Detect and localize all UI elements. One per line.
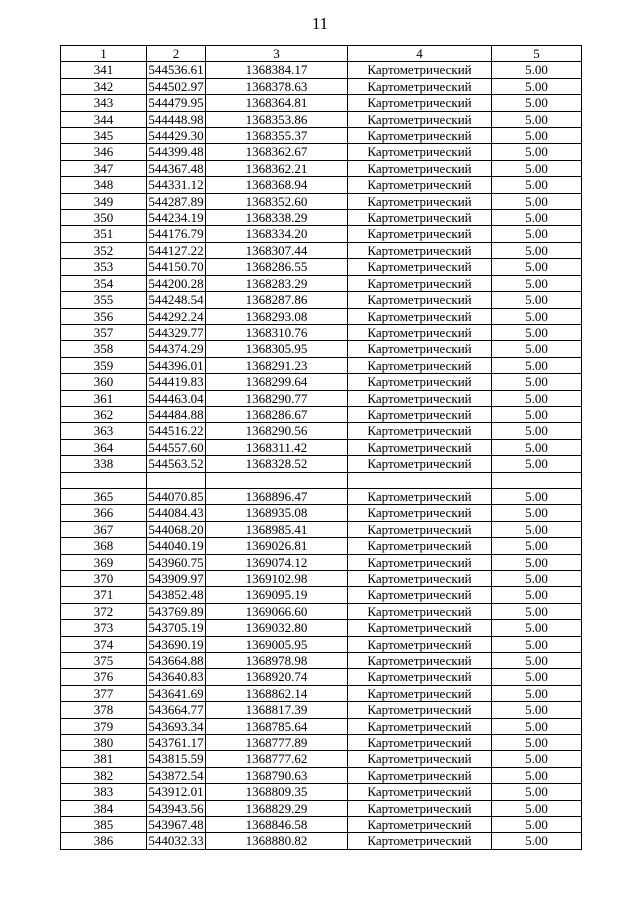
- x-coordinate-cell: 544563.52: [148, 456, 204, 472]
- accuracy-cell: 5.00: [492, 554, 582, 570]
- point-number-cell: 383: [61, 784, 147, 800]
- method-cell: Картометрический: [348, 341, 492, 357]
- accuracy-cell: 5.00: [492, 784, 582, 800]
- x-coordinate-cell: 544070.85: [148, 488, 204, 504]
- method-cell: Картометрический: [348, 128, 492, 144]
- accuracy-cell: 5.00: [492, 226, 582, 242]
- point-number-cell: 381: [61, 751, 147, 767]
- accuracy-cell: 5.00: [492, 735, 582, 751]
- accuracy-cell: 5.00: [492, 374, 582, 390]
- y-coordinate-cell: 1368862.14: [206, 685, 348, 701]
- point-number-cell: 361: [61, 390, 147, 406]
- method-cell: Картометрический: [348, 324, 492, 340]
- table-row: [61, 423, 582, 439]
- point-number-cell: 369: [61, 554, 147, 570]
- point-number-cell: 360: [61, 374, 147, 390]
- method-cell: Картометрический: [348, 554, 492, 570]
- x-coordinate-cell: 544292.24: [148, 308, 204, 324]
- point-number-cell: 342: [61, 78, 147, 94]
- point-number-cell: 376: [61, 669, 147, 685]
- x-coordinate-cell: 544463.04: [148, 390, 204, 406]
- accuracy-cell: 5.00: [492, 128, 582, 144]
- table-row: [61, 538, 582, 554]
- accuracy-cell: 5.00: [492, 587, 582, 603]
- method-cell: Картометрический: [348, 767, 492, 783]
- accuracy-cell: 5.00: [492, 817, 582, 833]
- y-coordinate-cell: 1368311.42: [206, 439, 348, 455]
- table-row: [61, 357, 582, 373]
- method-cell: Картометрический: [348, 669, 492, 685]
- y-coordinate-cell: 1368310.76: [206, 324, 348, 340]
- y-coordinate-cell: 1369102.98: [206, 570, 348, 586]
- method-cell: Картометрический: [348, 653, 492, 669]
- method-cell: Картометрический: [348, 226, 492, 242]
- point-number-cell: 358: [61, 341, 147, 357]
- method-cell: Картометрический: [348, 603, 492, 619]
- coordinates-table: [60, 45, 582, 850]
- method-cell: Картометрический: [348, 95, 492, 111]
- y-coordinate-cell: 1369026.81: [206, 538, 348, 554]
- point-number-cell: 373: [61, 620, 147, 636]
- method-cell: Картометрический: [348, 390, 492, 406]
- y-coordinate-cell: 1368352.60: [206, 193, 348, 209]
- accuracy-cell: 5.00: [492, 800, 582, 816]
- point-number-cell: 374: [61, 636, 147, 652]
- point-number-cell: 346: [61, 144, 147, 160]
- accuracy-cell: 5.00: [492, 62, 582, 78]
- column-header-3: 3: [206, 46, 348, 62]
- accuracy-cell: 5.00: [492, 160, 582, 176]
- x-coordinate-cell: 544200.28: [148, 275, 204, 291]
- point-number-cell: 377: [61, 685, 147, 701]
- accuracy-cell: 5.00: [492, 423, 582, 439]
- x-coordinate-cell: 544234.19: [148, 210, 204, 226]
- table-row: [61, 800, 582, 816]
- accuracy-cell: 5.00: [492, 439, 582, 455]
- accuracy-cell: 5.00: [492, 111, 582, 127]
- accuracy-cell: 5.00: [492, 275, 582, 291]
- x-coordinate-cell: 543909.97: [148, 570, 204, 586]
- method-cell: Картометрический: [348, 817, 492, 833]
- accuracy-cell: 5.00: [492, 685, 582, 701]
- x-coordinate-cell: 544419.83: [148, 374, 204, 390]
- x-coordinate-cell: 544448.98: [148, 111, 204, 127]
- accuracy-cell: 5.00: [492, 767, 582, 783]
- header-row: [61, 46, 582, 62]
- y-coordinate-cell: 1368334.20: [206, 226, 348, 242]
- x-coordinate-cell: 543872.54: [148, 767, 204, 783]
- x-coordinate-cell: 544331.12: [148, 177, 204, 193]
- method-cell: Картометрический: [348, 144, 492, 160]
- table-row: [61, 62, 582, 78]
- y-coordinate-cell: 1368364.81: [206, 95, 348, 111]
- table-row: [61, 128, 582, 144]
- x-coordinate-cell: 544557.60: [148, 439, 204, 455]
- point-number-cell: 338: [61, 456, 147, 472]
- point-number-cell: 352: [61, 242, 147, 258]
- x-coordinate-cell: 544248.54: [148, 292, 204, 308]
- table-section-2: [61, 488, 582, 849]
- y-coordinate-cell: 1368790.63: [206, 767, 348, 783]
- method-cell: Картометрический: [348, 292, 492, 308]
- table-row: [61, 78, 582, 94]
- table-row: [61, 275, 582, 291]
- method-cell: Картометрический: [348, 718, 492, 734]
- x-coordinate-cell: 543664.88: [148, 653, 204, 669]
- table-row: [61, 144, 582, 160]
- accuracy-cell: 5.00: [492, 193, 582, 209]
- x-coordinate-cell: 544536.61: [148, 62, 204, 78]
- accuracy-cell: 5.00: [492, 78, 582, 94]
- x-coordinate-cell: 543693.34: [148, 718, 204, 734]
- x-coordinate-cell: 544367.48: [148, 160, 204, 176]
- y-coordinate-cell: 1368777.62: [206, 751, 348, 767]
- table-row: [61, 669, 582, 685]
- method-cell: Картометрический: [348, 456, 492, 472]
- x-coordinate-cell: 544396.01: [148, 357, 204, 373]
- method-cell: Картометрический: [348, 735, 492, 751]
- accuracy-cell: 5.00: [492, 341, 582, 357]
- accuracy-cell: 5.00: [492, 636, 582, 652]
- x-coordinate-cell: 543769.89: [148, 603, 204, 619]
- method-cell: Картометрический: [348, 833, 492, 849]
- table-row: [61, 587, 582, 603]
- table-row: [61, 702, 582, 718]
- accuracy-cell: 5.00: [492, 505, 582, 521]
- method-cell: Картометрический: [348, 702, 492, 718]
- method-cell: Картометрический: [348, 685, 492, 701]
- y-coordinate-cell: 1368817.39: [206, 702, 348, 718]
- method-cell: Картометрический: [348, 636, 492, 652]
- method-cell: Картометрический: [348, 751, 492, 767]
- point-number-cell: 366: [61, 505, 147, 521]
- x-coordinate-cell: 544502.97: [148, 78, 204, 94]
- method-cell: Картометрический: [348, 374, 492, 390]
- accuracy-cell: 5.00: [492, 456, 582, 472]
- x-coordinate-cell: 543761.17: [148, 735, 204, 751]
- y-coordinate-cell: 1368362.67: [206, 144, 348, 160]
- table-row: [61, 603, 582, 619]
- y-coordinate-cell: 1369066.60: [206, 603, 348, 619]
- point-number-cell: 386: [61, 833, 147, 849]
- accuracy-cell: 5.00: [492, 751, 582, 767]
- y-coordinate-cell: 1368328.52: [206, 456, 348, 472]
- method-cell: Картометрический: [348, 308, 492, 324]
- accuracy-cell: 5.00: [492, 570, 582, 586]
- y-coordinate-cell: 1368896.47: [206, 488, 348, 504]
- method-cell: Картометрический: [348, 193, 492, 209]
- x-coordinate-cell: 544429.30: [148, 128, 204, 144]
- point-number-cell: 385: [61, 817, 147, 833]
- method-cell: Картометрический: [348, 406, 492, 422]
- table-row: [61, 439, 582, 455]
- y-coordinate-cell: 1368290.56: [206, 423, 348, 439]
- column-header-2: 2: [147, 46, 206, 62]
- x-coordinate-cell: 543815.59: [148, 751, 204, 767]
- point-number-cell: 351: [61, 226, 147, 242]
- x-coordinate-cell: 544484.88: [148, 406, 204, 422]
- x-coordinate-cell: 543852.48: [148, 587, 204, 603]
- x-coordinate-cell: 543664.77: [148, 702, 204, 718]
- accuracy-cell: 5.00: [492, 210, 582, 226]
- y-coordinate-cell: 1368287.86: [206, 292, 348, 308]
- x-coordinate-cell: 543690.19: [148, 636, 204, 652]
- table-row: [61, 784, 582, 800]
- point-number-cell: 347: [61, 160, 147, 176]
- accuracy-cell: 5.00: [492, 95, 582, 111]
- accuracy-cell: 5.00: [492, 603, 582, 619]
- table-row: [61, 505, 582, 521]
- table-row: [61, 406, 582, 422]
- accuracy-cell: 5.00: [492, 521, 582, 537]
- table-row: [61, 308, 582, 324]
- table-row: [61, 685, 582, 701]
- x-coordinate-cell: 543960.75: [148, 554, 204, 570]
- x-coordinate-cell: 543641.69: [148, 685, 204, 701]
- y-coordinate-cell: 1368384.17: [206, 62, 348, 78]
- method-cell: Картометрический: [348, 62, 492, 78]
- point-number-cell: 371: [61, 587, 147, 603]
- x-coordinate-cell: 544068.20: [148, 521, 204, 537]
- y-coordinate-cell: 1368286.67: [206, 406, 348, 422]
- accuracy-cell: 5.00: [492, 538, 582, 554]
- accuracy-cell: 5.00: [492, 144, 582, 160]
- y-coordinate-cell: 1368785.64: [206, 718, 348, 734]
- point-number-cell: 378: [61, 702, 147, 718]
- table-row: [61, 554, 582, 570]
- point-number-cell: 355: [61, 292, 147, 308]
- y-coordinate-cell: 1368378.63: [206, 78, 348, 94]
- point-number-cell: 368: [61, 538, 147, 554]
- accuracy-cell: 5.00: [492, 702, 582, 718]
- method-cell: Картометрический: [348, 242, 492, 258]
- accuracy-cell: 5.00: [492, 390, 582, 406]
- method-cell: Картометрический: [348, 488, 492, 504]
- point-number-cell: 384: [61, 800, 147, 816]
- y-coordinate-cell: 1368846.58: [206, 817, 348, 833]
- table-row: [61, 374, 582, 390]
- table-row: [61, 242, 582, 258]
- x-coordinate-cell: 544287.89: [148, 193, 204, 209]
- y-coordinate-cell: 1368978.98: [206, 653, 348, 669]
- accuracy-cell: 5.00: [492, 653, 582, 669]
- y-coordinate-cell: 1368286.55: [206, 259, 348, 275]
- method-cell: Картометрический: [348, 439, 492, 455]
- method-cell: Картометрический: [348, 423, 492, 439]
- page-number: 11: [311, 14, 329, 33]
- point-number-cell: 349: [61, 193, 147, 209]
- y-coordinate-cell: 1369032.80: [206, 620, 348, 636]
- accuracy-cell: 5.00: [492, 833, 582, 849]
- y-coordinate-cell: 1368829.29: [206, 800, 348, 816]
- y-coordinate-cell: 1368809.35: [206, 784, 348, 800]
- column-header-5: 5: [492, 46, 582, 62]
- x-coordinate-cell: 543967.48: [148, 817, 204, 833]
- accuracy-cell: 5.00: [492, 620, 582, 636]
- accuracy-cell: 5.00: [492, 259, 582, 275]
- table-row: [61, 259, 582, 275]
- accuracy-cell: 5.00: [492, 669, 582, 685]
- point-number-cell: 359: [61, 357, 147, 373]
- y-coordinate-cell: 1368935.08: [206, 505, 348, 521]
- y-coordinate-cell: 1368353.86: [206, 111, 348, 127]
- y-coordinate-cell: 1368305.95: [206, 341, 348, 357]
- method-cell: Картометрический: [348, 357, 492, 373]
- method-cell: Картометрический: [348, 538, 492, 554]
- blank-row: [61, 472, 582, 488]
- table-row: [61, 111, 582, 127]
- x-coordinate-cell: 544084.43: [148, 505, 204, 521]
- x-coordinate-cell: 544150.70: [148, 259, 204, 275]
- table-row: [61, 488, 582, 504]
- y-coordinate-cell: 1368293.08: [206, 308, 348, 324]
- table-row: [61, 521, 582, 537]
- x-coordinate-cell: 544516.22: [148, 423, 204, 439]
- y-coordinate-cell: 1369095.19: [206, 587, 348, 603]
- method-cell: Картометрический: [348, 620, 492, 636]
- table-row: [61, 95, 582, 111]
- x-coordinate-cell: 544399.48: [148, 144, 204, 160]
- y-coordinate-cell: 1368307.44: [206, 242, 348, 258]
- method-cell: Картометрический: [348, 521, 492, 537]
- table-row: [61, 735, 582, 751]
- point-number-cell: 348: [61, 177, 147, 193]
- method-cell: Картометрический: [348, 784, 492, 800]
- x-coordinate-cell: 544479.95: [148, 95, 204, 111]
- table-row: [61, 193, 582, 209]
- table-row: [61, 718, 582, 734]
- y-coordinate-cell: 1368368.94: [206, 177, 348, 193]
- point-number-cell: 353: [61, 259, 147, 275]
- accuracy-cell: 5.00: [492, 406, 582, 422]
- x-coordinate-cell: 544374.29: [148, 341, 204, 357]
- point-number-cell: 362: [61, 406, 147, 422]
- table-row: [61, 570, 582, 586]
- method-cell: Картометрический: [348, 210, 492, 226]
- x-coordinate-cell: 543943.56: [148, 800, 204, 816]
- point-number-cell: 370: [61, 570, 147, 586]
- point-number-cell: 379: [61, 718, 147, 734]
- y-coordinate-cell: 1368299.64: [206, 374, 348, 390]
- table-row: [61, 653, 582, 669]
- point-number-cell: 372: [61, 603, 147, 619]
- y-coordinate-cell: 1368362.21: [206, 160, 348, 176]
- table-row: [61, 751, 582, 767]
- method-cell: Картометрический: [348, 78, 492, 94]
- table-row: [61, 341, 582, 357]
- table-row: [61, 620, 582, 636]
- point-number-cell: 375: [61, 653, 147, 669]
- point-number-cell: 365: [61, 488, 147, 504]
- column-header-4: 4: [348, 46, 492, 62]
- method-cell: Картометрический: [348, 587, 492, 603]
- table-row: [61, 456, 582, 472]
- y-coordinate-cell: 1368355.37: [206, 128, 348, 144]
- point-number-cell: 354: [61, 275, 147, 291]
- accuracy-cell: 5.00: [492, 242, 582, 258]
- y-coordinate-cell: 1368291.23: [206, 357, 348, 373]
- table-section-1: [61, 62, 582, 472]
- table-row: [61, 767, 582, 783]
- accuracy-cell: 5.00: [492, 292, 582, 308]
- accuracy-cell: 5.00: [492, 488, 582, 504]
- table-row: [61, 636, 582, 652]
- point-number-cell: 367: [61, 521, 147, 537]
- table-row: [61, 390, 582, 406]
- accuracy-cell: 5.00: [492, 177, 582, 193]
- x-coordinate-cell: 543912.01: [148, 784, 204, 800]
- table-row: [61, 226, 582, 242]
- point-number-cell: 343: [61, 95, 147, 111]
- point-number-cell: 341: [61, 62, 147, 78]
- x-coordinate-cell: 543640.83: [148, 669, 204, 685]
- method-cell: Картометрический: [348, 111, 492, 127]
- x-coordinate-cell: 544032.33: [148, 833, 204, 849]
- point-number-cell: 344: [61, 111, 147, 127]
- y-coordinate-cell: 1368338.29: [206, 210, 348, 226]
- table-row: [61, 210, 582, 226]
- method-cell: Картометрический: [348, 275, 492, 291]
- method-cell: Картометрический: [348, 570, 492, 586]
- x-coordinate-cell: 544176.79: [148, 226, 204, 242]
- point-number-cell: 363: [61, 423, 147, 439]
- method-cell: Картометрический: [348, 259, 492, 275]
- point-number-cell: 356: [61, 308, 147, 324]
- point-number-cell: 382: [61, 767, 147, 783]
- point-number-cell: 364: [61, 439, 147, 455]
- method-cell: Картометрический: [348, 160, 492, 176]
- table-row: [61, 292, 582, 308]
- x-coordinate-cell: 544040.19: [148, 538, 204, 554]
- table-row: [61, 833, 582, 849]
- y-coordinate-cell: 1369074.12: [206, 554, 348, 570]
- x-coordinate-cell: 543705.19: [148, 620, 204, 636]
- method-cell: Картометрический: [348, 177, 492, 193]
- table-row: [61, 324, 582, 340]
- y-coordinate-cell: 1368880.82: [206, 833, 348, 849]
- y-coordinate-cell: 1369005.95: [206, 636, 348, 652]
- accuracy-cell: 5.00: [492, 718, 582, 734]
- y-coordinate-cell: 1368283.29: [206, 275, 348, 291]
- point-number-cell: 345: [61, 128, 147, 144]
- point-number-cell: 357: [61, 324, 147, 340]
- accuracy-cell: 5.00: [492, 324, 582, 340]
- method-cell: Картометрический: [348, 800, 492, 816]
- accuracy-cell: 5.00: [492, 308, 582, 324]
- table-row: [61, 160, 582, 176]
- method-cell: Картометрический: [348, 505, 492, 521]
- point-number-cell: 350: [61, 210, 147, 226]
- x-coordinate-cell: 544127.22: [148, 242, 204, 258]
- y-coordinate-cell: 1368920.74: [206, 669, 348, 685]
- table-separator: [61, 472, 582, 488]
- y-coordinate-cell: 1368290.77: [206, 390, 348, 406]
- table-row: [61, 817, 582, 833]
- accuracy-cell: 5.00: [492, 357, 582, 373]
- table-row: [61, 177, 582, 193]
- y-coordinate-cell: 1368985.41: [206, 521, 348, 537]
- x-coordinate-cell: 544329.77: [148, 324, 204, 340]
- point-number-cell: 380: [61, 735, 147, 751]
- column-header-1: 1: [61, 46, 147, 62]
- y-coordinate-cell: 1368777.89: [206, 735, 348, 751]
